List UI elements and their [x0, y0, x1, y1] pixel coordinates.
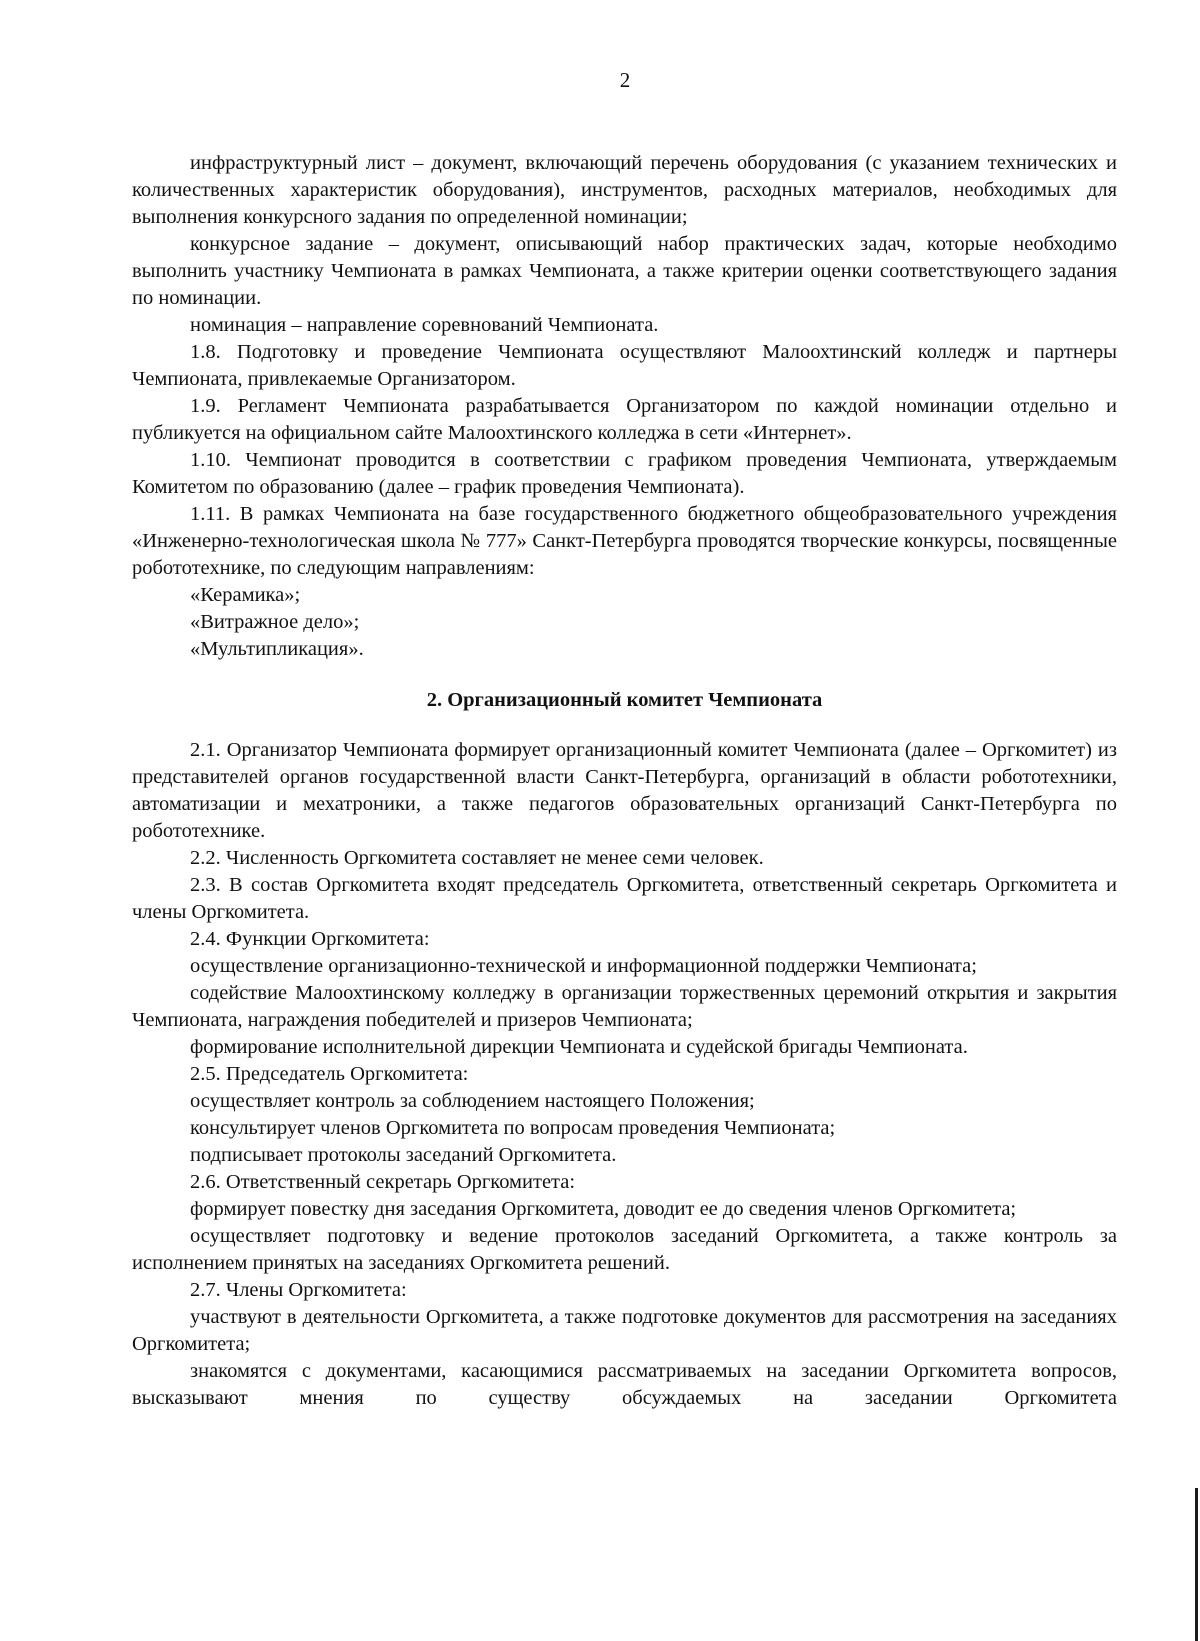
paragraph: осуществление организационно-технической и информационной поддержки Чемпионата; — [190, 955, 977, 977]
paragraph: подписывает протоколы заседаний Оргкомитета. — [190, 1144, 617, 1166]
paragraph: осуществляет контроль за соблюдением настоящего Положения; — [190, 1090, 755, 1112]
paragraph: участвуют в деятельности Оргкомитета, а также подготовке документов для рассмотрения на заседаниях Оргкомитета; — [132, 1306, 1117, 1355]
paragraph: консультирует членов Оргкомитета по вопросам проведения Чемпионата; — [190, 1117, 836, 1139]
paragraph: формирование исполнительной дирекции Чемпионата и судейской бригады Чемпионата. — [190, 1036, 968, 1058]
scan-edge-line — [1195, 1488, 1198, 1641]
paragraph: 2.1. Организатор Чемпионата формирует организационный комитет Чемпионата (далее – Оргкомитет) из представителей органов государственной власти Санкт-Петербурга, организаций в области робототехники, автоматизации и мехатроники, а также педагогов образовательных организаций Санкт-Петербурга по робототехнике. — [132, 739, 1117, 842]
paragraph: 2.6. Ответственный секретарь Оргкомитета: — [190, 1171, 576, 1193]
paragraph: 2.7. Члены Оргкомитета: — [190, 1279, 407, 1301]
paragraph: 2.2. Численность Оргкомитета составляет не менее семи человек. — [190, 847, 764, 869]
paragraph: конкурсное задание – документ, описывающий набор практических задач, которые необходимо выполнить участнику Чемпионата в рамках Чемпионата, а также критерии оценки соответствующего задания по номинации. — [132, 233, 1117, 309]
paragraph: знакомятся с документами, касающимися рассматриваемых на заседании Оргкомитета вопросов, высказывают мнения по существу обсуждаемых на заседании Оргкомитета — [132, 1360, 1117, 1409]
paragraph: инфраструктурный лист – документ, включающий перечень оборудования (с указанием технических и количественных характеристик оборудования), инструментов, расходных материалов, необходимых для выполнения конкурсного задания по определенной номинации; — [132, 152, 1117, 228]
section-2-body — [132, 737, 1117, 1412]
paragraph: 1.9. Регламент Чемпионата разрабатывается Организатором по каждой номинации отдельно и публикуется на официальном сайте Малоохтинского колледжа в сети «Интернет». — [132, 395, 1117, 444]
paragraph: осуществляет подготовку и ведение протоколов заседаний Оргкомитета, а также контроль за исполнением принятых на заседаниях Оргкомитета решений. — [132, 1225, 1117, 1274]
page-number: 2 — [619, 68, 631, 92]
paragraph: 1.11. В рамках Чемпионата на базе государственного бюджетного общеобразовательного учреждения «Инженерно-технологическая школа № 777» Санкт-Петербурга проводятся творческие конкурсы, посвященные робототехнике, по следующим направлениям: — [132, 503, 1117, 579]
list-item: «Керамика»; — [190, 584, 301, 606]
paragraph: номинация – направление соревнований Чемпионата. — [190, 314, 659, 336]
paragraph: 2.3. В состав Оргкомитета входят председатель Оргкомитета, ответственный секретарь Оргкомитета и члены Оргкомитета. — [132, 874, 1117, 923]
document-body — [132, 150, 1117, 1412]
section-title: 2. Организационный комитет Чемпионата — [426, 689, 823, 711]
paragraph: формирует повестку дня заседания Оргкомитета, доводит ее до сведения членов Оргкомитета; — [190, 1198, 1017, 1220]
paragraph: 1.10. Чемпионат проводится в соответствии с графиком проведения Чемпионата, утверждаемым Комитетом по образованию (далее – график проведения Чемпионата). — [132, 449, 1117, 498]
section-1-continuation — [132, 150, 1117, 663]
list-item: «Витражное дело»; — [190, 611, 360, 633]
paragraph: 2.4. Функции Оргкомитета: — [190, 928, 430, 950]
paragraph: содействие Малоохтинскому колледжу в организации торжественных церемоний открытия и закрытия Чемпионата, награждения победителей и призеров Чемпионата; — [132, 982, 1117, 1031]
paragraph: 2.5. Председатель Оргкомитета: — [190, 1063, 469, 1085]
paragraph: 1.8. Подготовку и проведение Чемпионата осуществляют Малоохтинский колледж и партнеры Чемпионата, привлекаемые Организатором. — [132, 341, 1117, 390]
list-item: «Мультипликация». — [190, 638, 364, 660]
